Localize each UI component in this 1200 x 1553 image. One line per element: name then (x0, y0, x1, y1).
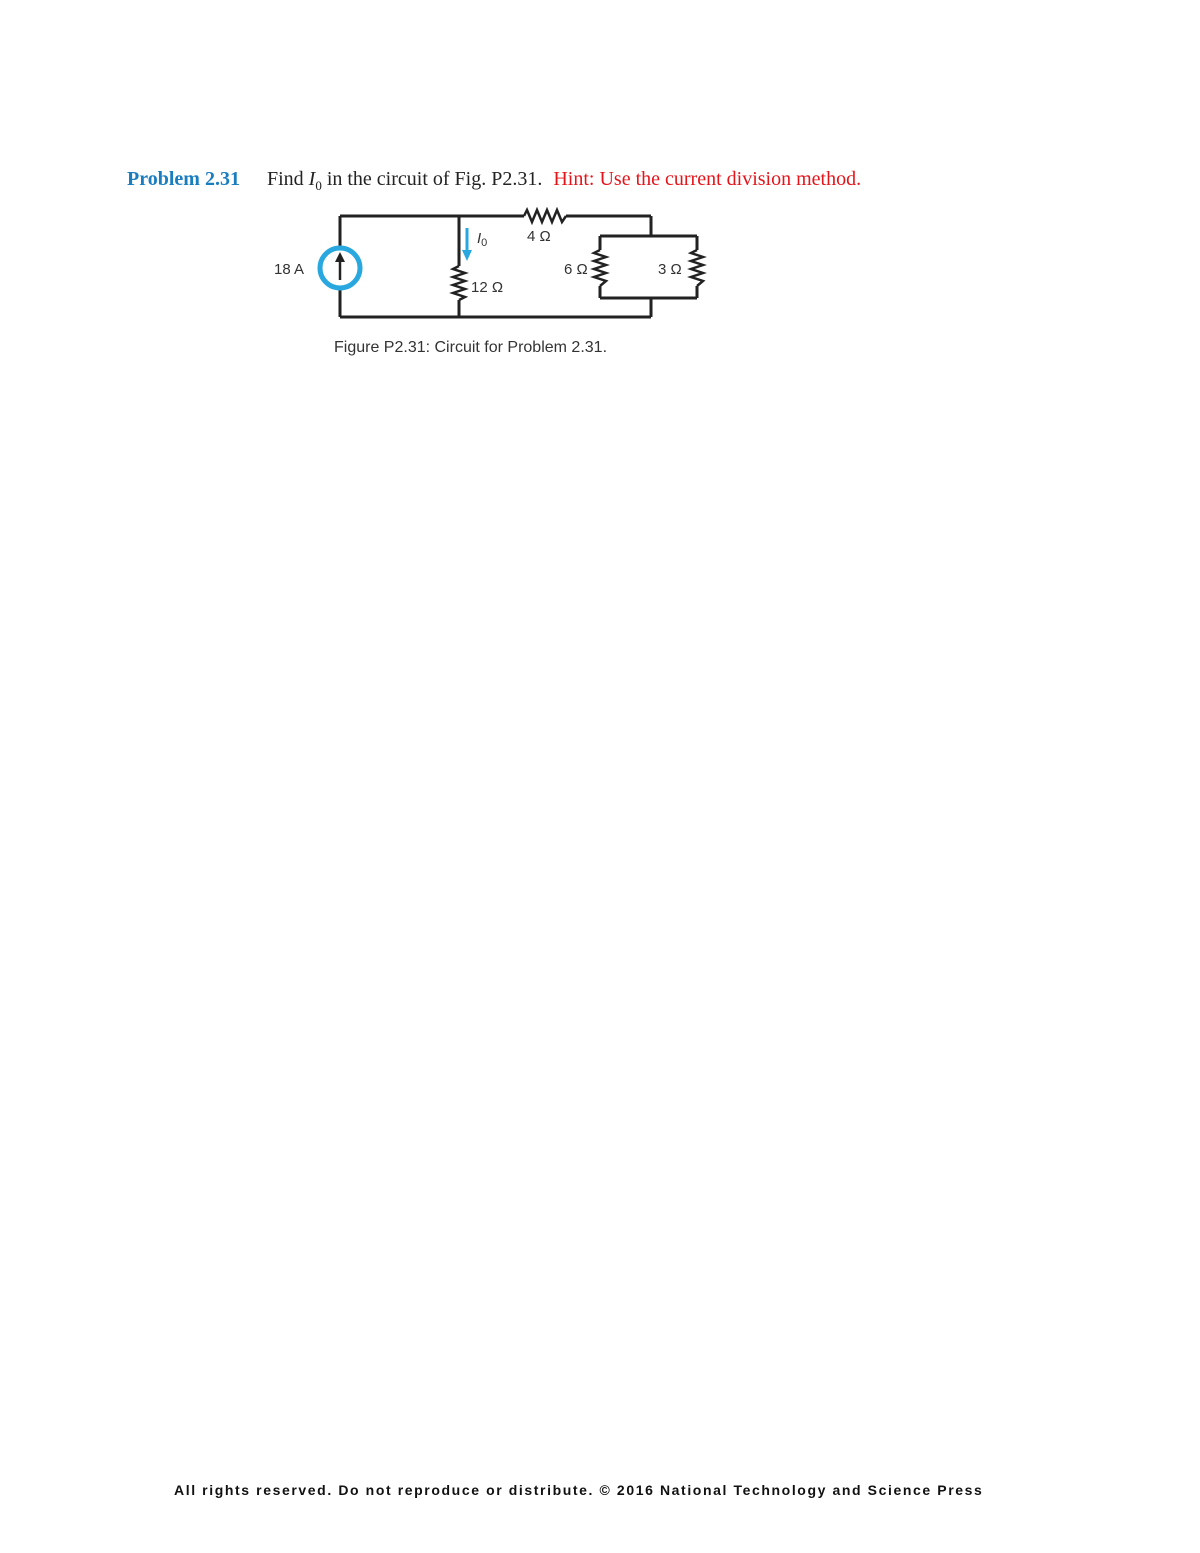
r-shunt-label: 12 Ω (471, 279, 504, 296)
circuit-wires (340, 216, 697, 317)
figure-caption: Figure P2.31: Circuit for Problem 2.31. (334, 339, 608, 356)
resistor-6-ohm (594, 250, 606, 286)
current-variable-subscript: 0 (315, 178, 322, 193)
current-source (320, 248, 360, 288)
question-text-end: in the circuit of Fig. P2.31. (321, 168, 543, 190)
resistor-3-ohm (691, 250, 703, 286)
problem-number: Problem 2.31 (127, 168, 240, 190)
r-parallel-a-label: 6 Ω (564, 261, 588, 278)
source-label: 18 A (274, 261, 305, 278)
current-arrow-icon (462, 228, 472, 261)
circuit-diagram (0, 0, 1200, 420)
copyright-footer: All rights reserved. Do not reproduce or distribute. © 2016 National Technology and Science Press (174, 1482, 984, 1498)
resistor-4-ohm (524, 210, 566, 222)
r-series-label: 4 Ω (527, 228, 551, 245)
hint-text: Hint: Use the current division method. (553, 168, 862, 190)
question-text-start: Find (266, 168, 309, 190)
r-parallel-b-label: 3 Ω (658, 261, 682, 278)
current-variable: I (308, 168, 316, 190)
resistor-12-ohm (453, 266, 465, 300)
current-label: $I_0$ (477, 230, 488, 249)
